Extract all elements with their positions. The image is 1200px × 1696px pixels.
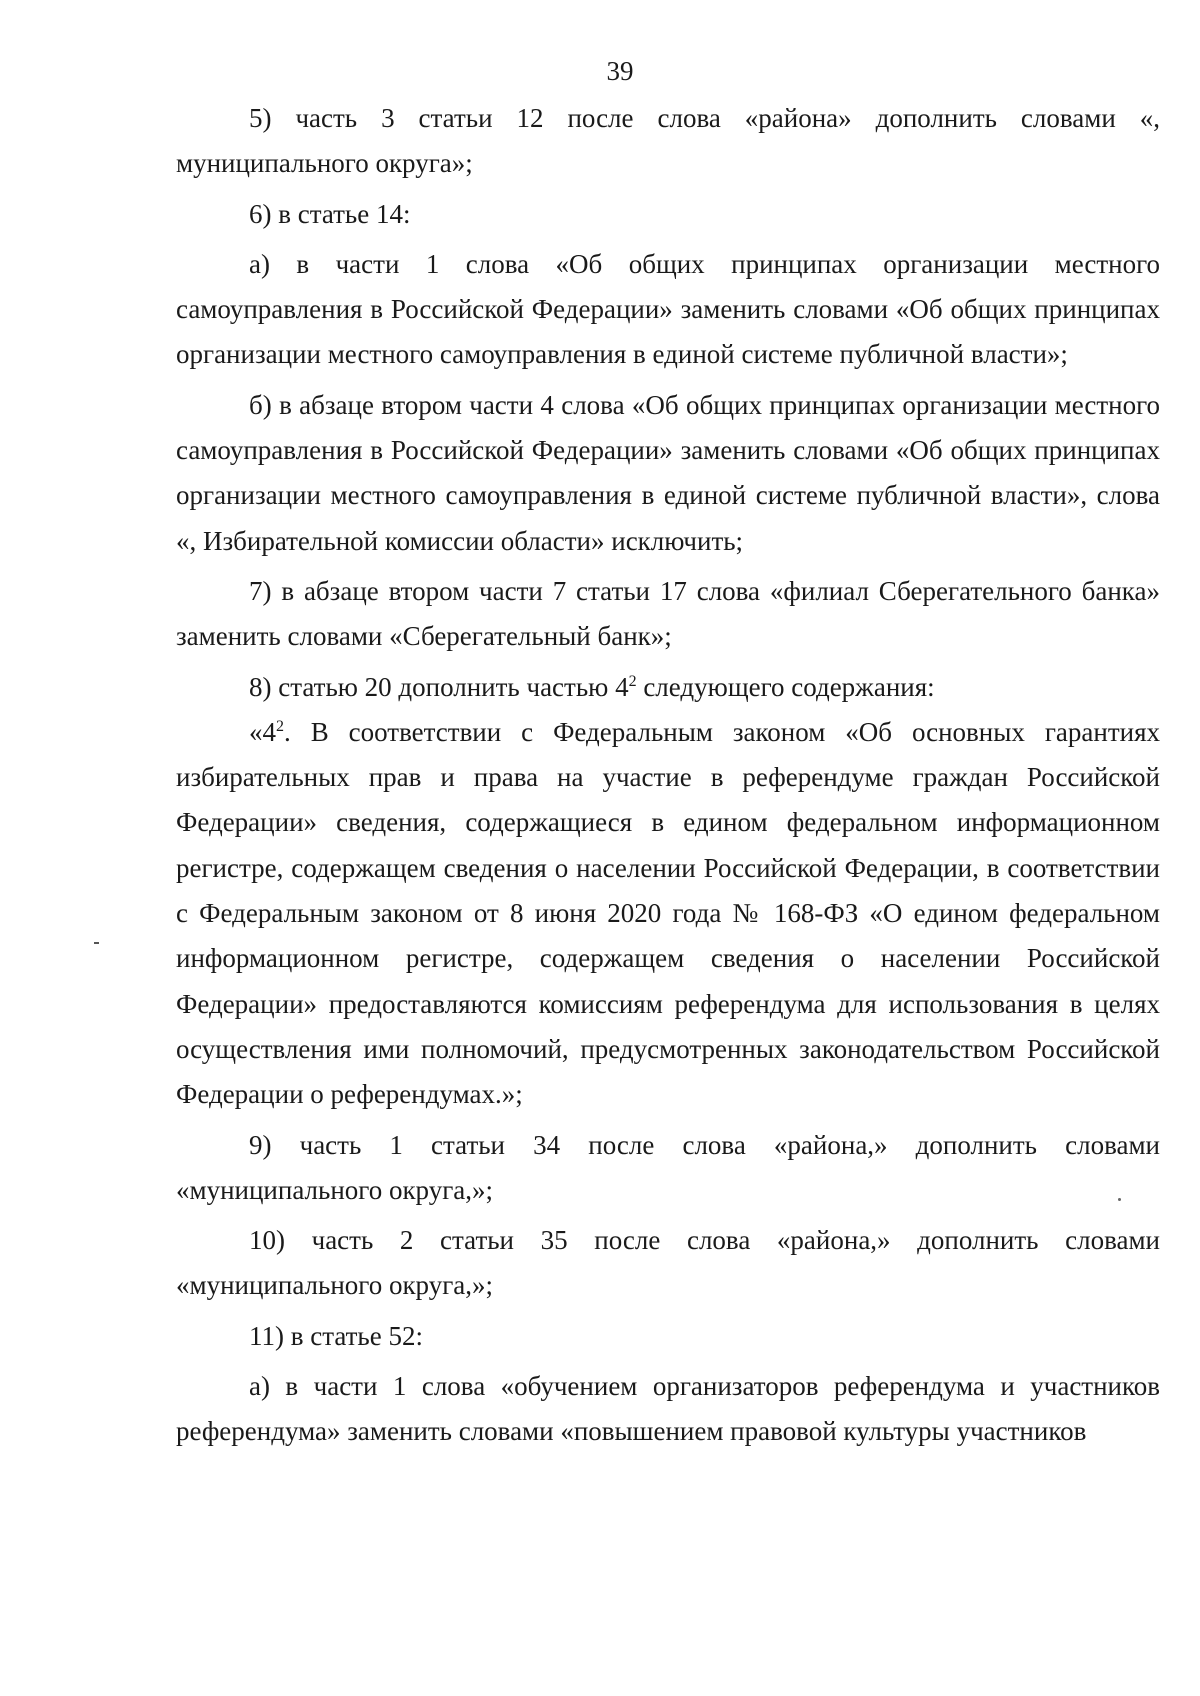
paragraph-item-6b: б) в абзаце втором части 4 слова «Об общих принципах организации местного самоуправления в Российской Федерации» заменить словами «Об общих принципах организации местного самоуправления в единой системе публичной власти», слова «, Избирательной комиссии области» исключить; [176,389,1160,556]
page-number: 39 [606,56,634,86]
paragraph-quoted-part [176,710,1160,1118]
superscript: 2 [276,717,284,735]
paragraph-item-11: 11) в статье 52: [249,1320,423,1351]
paragraph-item-10: 10) часть 2 статьи 35 после слова «района,» дополнить словами «муниципального округа,»; [176,1225,1160,1301]
paragraph-item-8-text: 8) статью 20 дополнить частью 4 [249,671,629,702]
paragraph-item-5: 5) часть 3 статьи 12 после слова «района» дополнить словами «, муниципального округа»; [176,103,1160,179]
paragraph-item-6: 6) в статье 14: [249,198,411,229]
paragraph-item-7: 7) в абзаце втором части 7 статьи 17 слова «филиал Сберегательного банка» заменить словами «Сберегательный банк»; [176,575,1160,652]
paragraph-item-8-text-end: следующего содержания: [636,671,935,702]
quoted-part-number: «4 [249,716,276,747]
document-body [176,96,1160,1455]
superscript: 2 [628,672,637,690]
scan-speck [1118,1198,1121,1201]
paragraph-item-11a: а) в части 1 слова «обучением организаторов референдума и участников референдума» заменить словами «повышением правовой культуры участников [176,1371,1160,1447]
paragraph-item-6a: а) в части 1 слова «Об общих принципах организации местного самоуправления в Российской Федерации» заменить словами «Об общих принципах организации местного самоуправления в единой системе публичной власти»; [176,248,1160,370]
margin-mark [94,942,99,944]
paragraph-item-9: 9) часть 1 статьи 34 после слова «района,» дополнить словами «муниципального округа,»; [176,1129,1160,1205]
quoted-part-text: . В соответствии с Федеральным законом «Об основных гарантиях избирательных прав и права на участие в референдуме граждан Российской Федерации» сведения, содержащиеся в едином федеральном информационном регистре, содержащем сведения о населении Российской Федерации, в соответствии с Федеральным законом от 8 июня 2020 года № 168-ФЗ «О едином федеральном информационном регистре, содержащем сведения о населении Российской Федерации» предоставляются комиссиям референдума для использования в целях осуществления ими полномочий, предусмотренных законодательством Российской Федерации о референдумах.»; [176,716,1160,1110]
paragraph-item-8 [176,665,1160,710]
